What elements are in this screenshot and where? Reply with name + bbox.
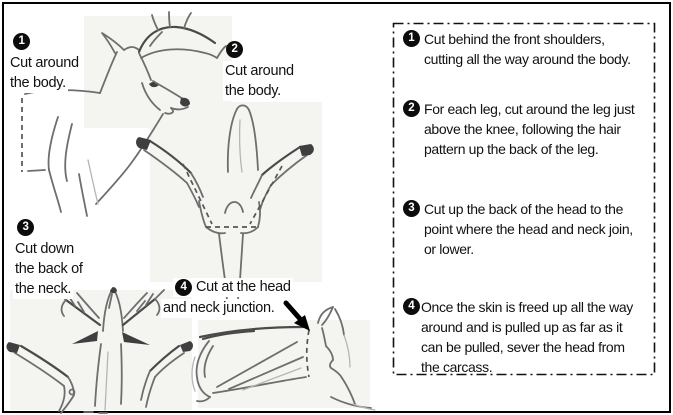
- instruction-line: For each leg, cut around the leg just: [424, 101, 635, 117]
- caption-step-1: [8, 30, 81, 93]
- instruction-line: Cut behind the front shoulders,: [424, 31, 605, 47]
- instruction-line: pattern up the back of the leg.: [424, 141, 599, 157]
- instruction-line: Cut up the back of the head to the: [424, 201, 624, 217]
- step-2-badge: 2: [226, 41, 243, 58]
- caption-line: the back of: [15, 261, 83, 278]
- instruction-line: above the knee, following the hair: [424, 121, 621, 137]
- scan-shading: [150, 102, 322, 282]
- instruction-item-3: [403, 199, 633, 259]
- instruction-line: or lower.: [424, 241, 474, 257]
- instruction-line: cutting all the way around the body.: [424, 51, 631, 67]
- instruction-line: around and is pulled up as far as it: [421, 319, 623, 335]
- instruction-item-1: [403, 29, 631, 69]
- instruction-line: can be pulled, sever the head from: [421, 339, 625, 355]
- caption-step-4: [173, 278, 293, 297]
- instruction-panel: [392, 22, 656, 376]
- instruction-line: Once the skin is freed up all the way: [421, 299, 633, 315]
- caption-line: Cut down: [15, 241, 74, 258]
- caption-line: the body.: [225, 83, 281, 100]
- instruction-line: point where the head and neck join,: [424, 221, 633, 237]
- instruction-line: the carcass.: [421, 359, 493, 375]
- step-2-badge: 2: [403, 100, 420, 117]
- instruction-item-4: [403, 297, 633, 377]
- caption-step-2: [223, 38, 296, 101]
- step-4-badge: 4: [403, 298, 420, 315]
- caption-line: the neck.: [15, 281, 72, 298]
- caption-line: the body.: [10, 75, 66, 92]
- step-3-badge: 3: [403, 200, 420, 217]
- caption-line: Cut around: [10, 55, 79, 72]
- caption-step-3: [13, 216, 85, 299]
- caption-line: Cut around: [225, 63, 294, 80]
- step-4-badge: 4: [175, 279, 192, 296]
- step-1-badge: 1: [403, 30, 420, 47]
- caption-line: Cut at the head: [196, 279, 291, 295]
- step-3-badge: 3: [17, 219, 34, 236]
- caption-line: and neck junction.: [163, 300, 275, 316]
- step-1-badge: 1: [13, 33, 30, 50]
- instruction-item-2: [403, 99, 634, 159]
- caption-step-4-line-2: [161, 299, 277, 318]
